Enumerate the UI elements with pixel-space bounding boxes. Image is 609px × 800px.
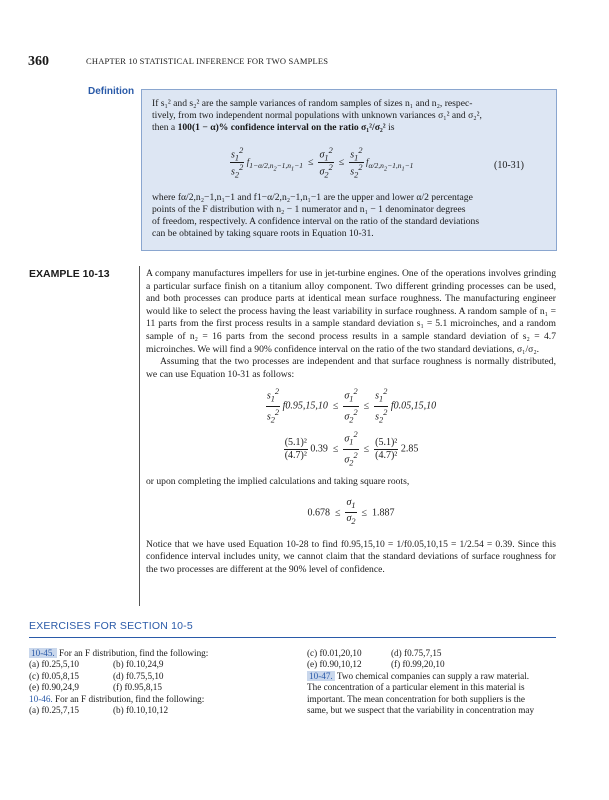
eq3-right: 1.887 bbox=[372, 507, 395, 519]
eq3-left: 0.678 bbox=[307, 507, 330, 519]
exercise-10-45-f: (f) f0.95,8,15 bbox=[113, 682, 162, 693]
exercise-10-45-text: For an F distribution, find the following: bbox=[59, 648, 209, 658]
equation-number: (10-31) bbox=[494, 160, 524, 171]
example-equation-3: 0.678 ≤ $\frac{\sigma_1}{\sigma_2}$ ≤ 1.887 bbox=[307, 496, 395, 527]
page-number: 360 bbox=[28, 54, 49, 69]
exercise-10-47-line-2: The concentration of a particular element in this material is bbox=[307, 682, 525, 693]
example-paragraph-1: A company manufactures impellers for use in jet-turbine engines. One of the operations involves grinding a particular surface finish on a titanium alloy component. Two different grinding processes can be used, and both processes can produce parts at identical mean surface roughness. The manufacturing engineer would like to select the process having the least variability in surface roughness. A random sample of n₁ = 11 parts from the first process results in a sample standard deviation s₁ = 5.1 microinches, and a random sample of n₂ = 16 parts from the second process results in a sample standard deviation of s₂ = 4.7 microinches. We will find a 90% confidence interval on the ratio of the two standard deviations, σ₁/σ₂. bbox=[146, 268, 556, 355]
eq2-right-value: 2.85 bbox=[400, 443, 419, 455]
example-paragraph-2: Assuming that the two processes are independent and that surface roughness is normally distributed, we can use Equation 10-31 as follows: bbox=[146, 356, 556, 380]
exercise-10-46-d: (d) f0.75,7,15 bbox=[391, 648, 442, 658]
exercise-10-46-a: (a) f0.25,7,15 bbox=[29, 705, 80, 716]
example-equation-2: $\frac{\text{(5.1)²}}{\text{(4.7)²}}$ 0.39 ≤ $\frac{\sigma_1^2}{\sigma_2^2}$ ≤ $\frac{\text{(5.1)²}}{\text{(4.7)²}}$ 2.85 bbox=[284, 430, 419, 468]
running-head: CHAPTER 10 STATISTICAL INFERENCE FOR TWO SAMPLES bbox=[86, 56, 329, 66]
eq2-den-left: (4.7)² bbox=[284, 450, 307, 462]
example-equation-1: $\frac{s_1^2}{s_2^2}$ f0.95,15,10 ≤ $\frac{\sigma_1^2}{\sigma_2^2}$ ≤ $\frac{s_1^2}{s_2^2}$ f0.05,15,10 bbox=[266, 387, 437, 425]
exercise-10-45-c: (c) f0.05,8,15 bbox=[29, 670, 80, 681]
exercises-left-column bbox=[29, 648, 289, 716]
exercise-10-46-c: (c) f0.01,20,10 bbox=[307, 648, 362, 658]
example-paragraph-3: or upon completing the implied calculations and taking square roots, bbox=[146, 476, 410, 488]
definition-after-3: of freedom, respectively. A confidence interval on the ratio of the standard deviations bbox=[152, 216, 480, 227]
exercise-10-47-number[interactable]: 10-47. bbox=[309, 670, 333, 681]
definition-after-2: points of the F distribution with n₂ − 1 numerator and n₁ − 1 denominator degrees bbox=[152, 204, 466, 215]
example-body bbox=[146, 268, 556, 577]
exercise-10-45-e: (e) f0.90,24,9 bbox=[29, 682, 80, 693]
exercises-right-column bbox=[307, 648, 557, 716]
definition-line-3 bbox=[152, 122, 548, 134]
definition-after-4: can be obtained by taking square roots in Equation 10-31. bbox=[152, 228, 374, 239]
definition-box bbox=[141, 89, 557, 251]
exercises-title: EXERCISES FOR SECTION 10-5 bbox=[29, 620, 193, 632]
exercises-rule bbox=[29, 637, 556, 638]
example-paragraph-4: Notice that we have used Equation 10-28 to find f0.95,15,10 = 1/f0.05,10,15 = 1/2.54 = 0.39. Since this confidence interval includes unity, we cannot claim that the standard deviations of surface roughness for the two processes are different at the 90% level of confidence. bbox=[146, 538, 556, 575]
definition-line-1: If s₁² and s₂² are the sample variances of random samples of sizes n₁ and n₂, respec- bbox=[152, 98, 473, 109]
exercise-10-45-number[interactable]: 10-45. bbox=[31, 648, 55, 658]
exercise-10-47-line-4: same, but we suspect that the variability in concentration may bbox=[307, 705, 535, 716]
eq1-f-left: f0.95,15,10 bbox=[282, 401, 328, 413]
exercise-10-45-d: (d) f0.75,5,10 bbox=[113, 670, 164, 681]
definition-after-1: where fα/2,n₂−1,n₁−1 and f1−α/2,n₂−1,n₁−1 are the upper and lower α/2 percentage bbox=[152, 192, 473, 203]
exercise-10-46-e: (e) f0.90,10,12 bbox=[307, 659, 362, 670]
example-divider bbox=[139, 266, 140, 606]
definition-line-3-pre: then a bbox=[152, 122, 178, 133]
eq2-left-value: 0.39 bbox=[310, 443, 328, 455]
eq2-num-right: (5.1)² bbox=[374, 437, 398, 451]
exercise-10-46-b: (b) f0.10,10,12 bbox=[113, 705, 169, 716]
definition-line-3-post: is bbox=[385, 122, 395, 133]
exercise-10-46-number[interactable]: 10-46. bbox=[29, 693, 53, 704]
exercise-10-47-line-1: Two chemical companies can supply a raw material. bbox=[336, 670, 530, 681]
exercise-10-46-f: (f) f0.99,20,10 bbox=[391, 659, 445, 670]
definition-label: Definition bbox=[88, 86, 135, 97]
exercise-10-45-b: (b) f0.10,24,9 bbox=[113, 659, 164, 670]
eq2-num-left: (5.1)² bbox=[284, 437, 308, 451]
eq1-f-right: f0.05,15,10 bbox=[390, 401, 437, 413]
exercise-10-47-line-3: important. The mean concentration for both suppliers is the bbox=[307, 693, 525, 704]
definition-line-2: tively, from two independent normal populations with unknown variances σ₁² and σ₂², bbox=[152, 110, 482, 121]
equation-10-31: $\frac{s_1^2}{s_2^2}$ $f_{1-\alpha/2,n_2-1,n_1-1}$ ≤ $\frac{\sigma_1^2}{\sigma_2^2}$ ≤ $\frac{s_1^2}{s_2^2}$ $f_{\alpha/2,n_2-1,n_1-1}$ bbox=[231, 146, 414, 180]
definition-line-3-bold: 100(1 − α)% confidence interval on the ratio σ₁²/σ₂² bbox=[177, 122, 386, 133]
example-label: EXAMPLE 10-13 bbox=[29, 268, 110, 280]
exercise-10-46-text: For an F distribution, find the following: bbox=[55, 693, 205, 704]
exercise-10-45-a: (a) f0.25,5,10 bbox=[29, 659, 80, 670]
eq2-den-right: (4.7)² bbox=[375, 450, 398, 462]
